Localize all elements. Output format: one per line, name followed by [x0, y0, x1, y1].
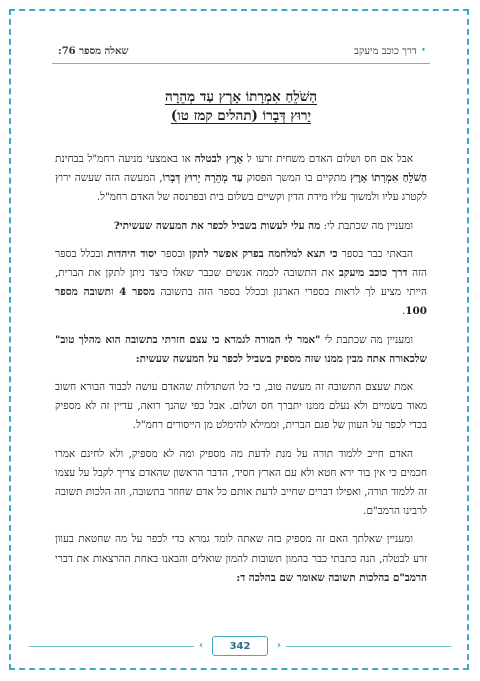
running-header [58, 40, 426, 62]
chevron-right-icon: › [276, 640, 281, 651]
header-question-number: שאלה מספר 76: [58, 45, 129, 57]
text-segment: ומעניין שאלתך האם זה מספיק בזה שאתה לומד גמרא כדי לכפר על מה שחטאת בעוון זרע לבטלה, הנה כתבתי כבר בהמון תשובות להמון שואלים והבאנו באחת ההרצאות את דברי [55, 533, 427, 565]
bold-text-segment: תשובה מספר 100 [55, 286, 427, 318]
paragraph [55, 378, 427, 436]
bold-text-segment: הרמב"ם בהלכות תשובה שאומר שם בהלכה ד: [236, 571, 427, 584]
header-book-title: דרך כוכב מיעקב [354, 45, 417, 57]
paragraph [55, 150, 427, 208]
chevron-left-icon: ‹ [199, 640, 204, 651]
bold-text-segment: דרך כוכב מיעקב [338, 267, 408, 280]
text-segment: אמת שעצם התשובה זה מעשה טוב, כי כל השתדלות שהאדם עושה לכבוד הבורא חשוב מאוד בשמיים ולא נעלם ממנו יתברך חס ושלום. אבל כפי שהנך רואה, עדיין זה לא מספיק בכדי לכפר על העוון של פגם הברית, וממילא להימלט מן הייסורים רחמ"ל. [55, 381, 427, 432]
footer-divider-left [29, 646, 194, 647]
header-bullet-icon: • [420, 46, 426, 56]
text-segment: מתקיים בו המשך הפסוק [242, 172, 351, 185]
title-line-2: יָרוּץ דְּבָרוֹ (תהלים קמז טו) [170, 108, 312, 124]
paragraph [55, 530, 427, 588]
text-segment: ומעניין מה שכתבת לי [320, 333, 413, 346]
page-number-box [199, 636, 281, 656]
bold-text-segment: יסוד היהדות [107, 247, 157, 260]
page-footer [9, 636, 471, 658]
footer-divider-right [286, 646, 451, 647]
text-segment: , המעשה הזה שעשה ירוץ לקטרג עליו ולמשוך עליו מידת הדין וקשיים בשלום בית ובפרנסה של האדם רחמ"ל. [55, 172, 427, 204]
text-segment: או באמצעי מניעה רחמ"ל בבחינת [55, 153, 195, 165]
bold-text-segment: מה עלי לעשות בשביל לכפר את המעשה שעשיתי? [113, 219, 321, 232]
bold-text-segment: הַשֹׁלֵחַ אִמְרָתוֹ אָרֶץ [350, 172, 427, 185]
paragraph [55, 217, 427, 236]
text-segment: ו [110, 286, 120, 299]
bold-text-segment: "אמר לי המורה לגמרא כי עצם חזרתי בתשובה הוא מהלך טוב" שלכאורה אתה מבין ממנו שזה מספיק בשביל לכפר על המעשה שעשית: [55, 333, 427, 365]
paragraph [55, 445, 427, 522]
paragraph [55, 245, 427, 322]
text-segment: ומעניין מה שכתבת לי: [320, 219, 413, 232]
bold-text-segment: אָרֶץ לבטלה [194, 153, 244, 165]
text-segment: אבל אם חס ושלום האדם משחית זרעו ל [243, 153, 413, 165]
paragraph [55, 331, 427, 369]
text-segment: . [401, 305, 406, 318]
bold-text-segment: מספר 4 [119, 286, 155, 299]
bold-text-segment: עַד מְהֵרָה יָרוּץ דְּבָרוֹ [162, 172, 243, 185]
article-body [55, 150, 427, 597]
title-line-1: הַשֹׁלֵחַ אִמְרָתוֹ אָרֶץ עַד מְהֵרָה [164, 89, 318, 105]
bold-text-segment: כי תצא למלחמה בפרק אפשר לתקן [189, 247, 338, 260]
text-segment: האדם חייב ללמוד תורה על מנת לדעת מה מספיק ומה לא מספיק, ולא לחינם אמרו חכמים כי אין בור ירא חטא ולא עם הארץ חסיד, הדבר הראשון שהאדם צריך לקבל על עצמו זה ללמוד תורה, ואפילו דברים שחייב לדעת אותם כל אדם שחוזר בתשובה, וזה הלכות תשובה לרבינו הרמב"ם. [55, 447, 427, 518]
text-segment: ובספר [156, 247, 190, 260]
header-book-title-group [354, 46, 426, 57]
page-number: 342 [229, 640, 251, 652]
page-title [52, 88, 430, 126]
text-segment: ובכלל בספר הזה [55, 247, 427, 280]
header-divider [52, 63, 430, 64]
text-segment: את התשובה לכמה אנשים שכבר שאלו כיצד ניתן לתקן את הברית, הייתי מציע לך לראות בספרי הארגון ובכלל בספר הזה בתשובה [55, 267, 427, 299]
text-segment: הבאתי כבר בספר [337, 247, 414, 260]
